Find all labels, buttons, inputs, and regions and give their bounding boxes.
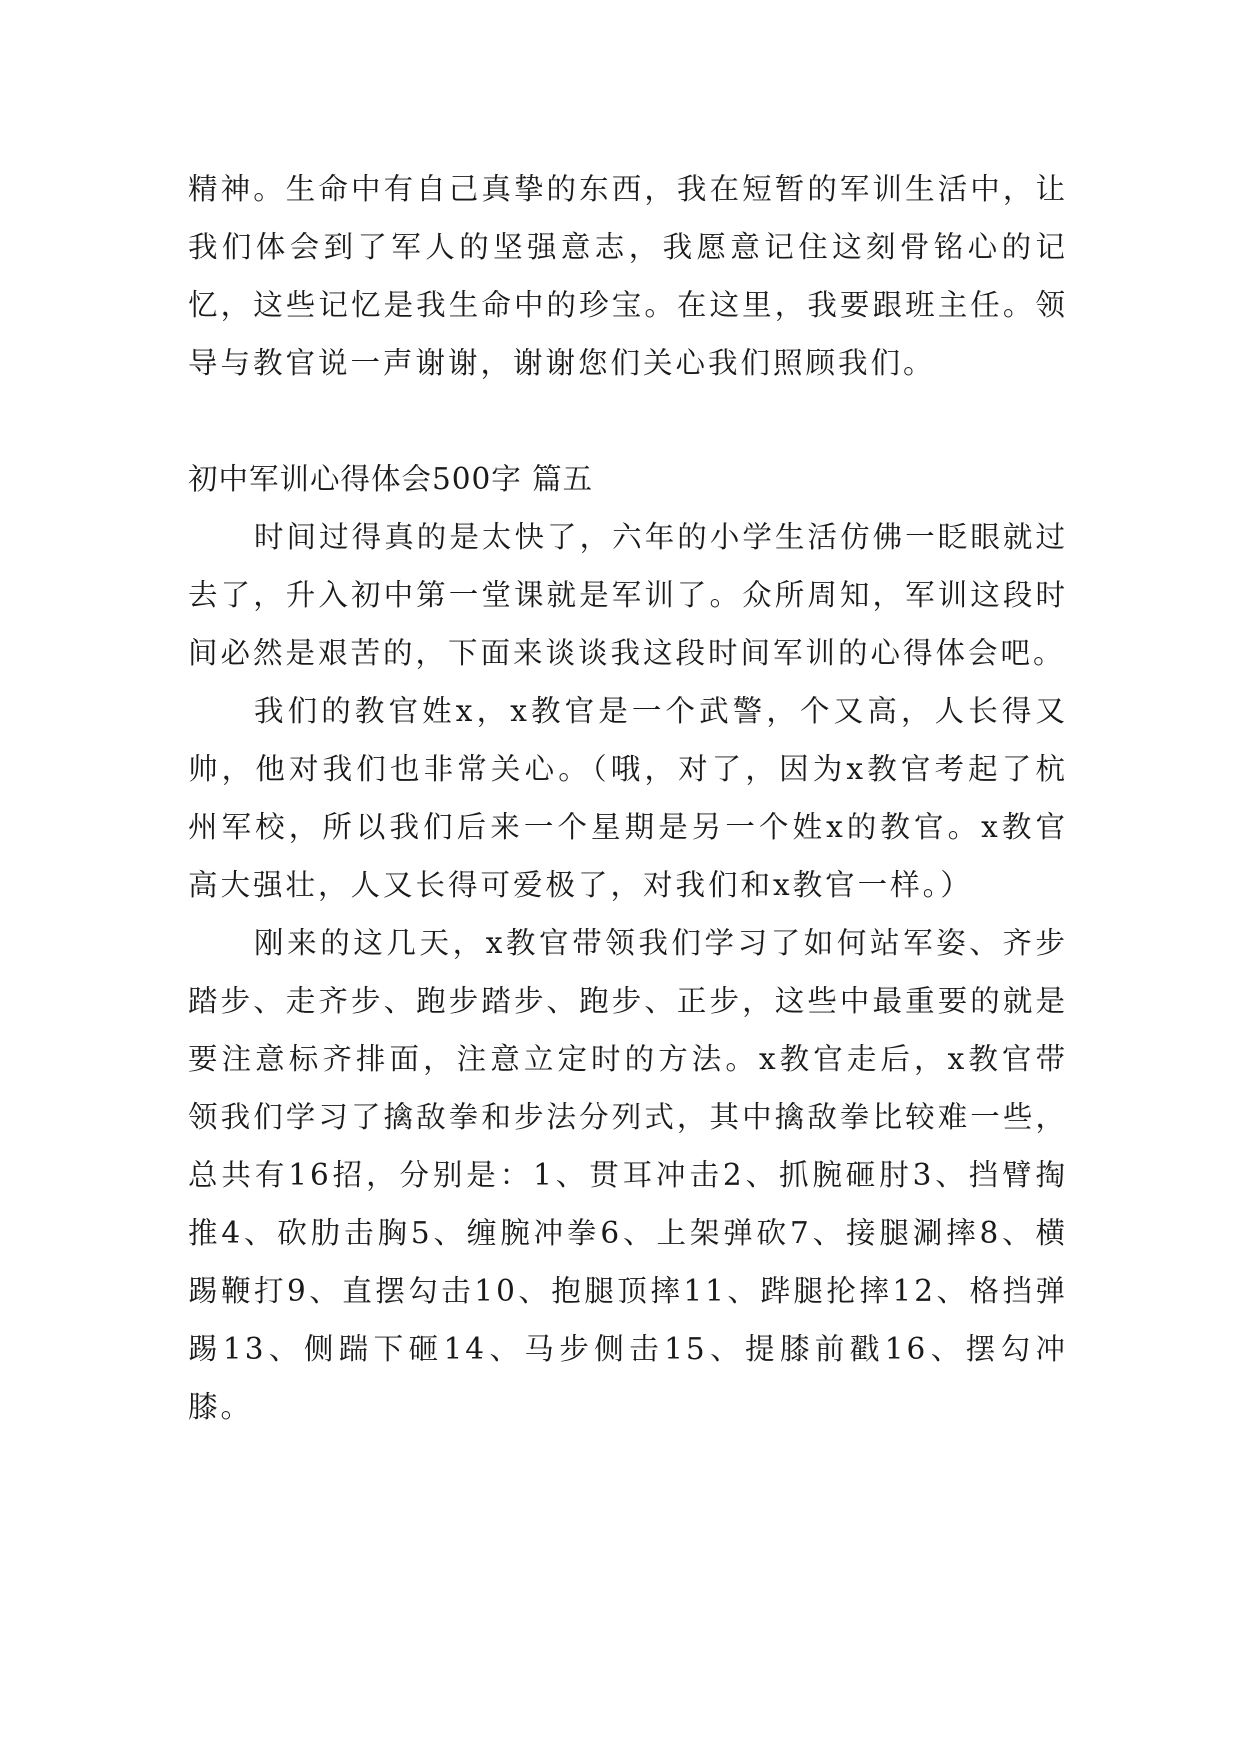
body-paragraph: 时间过得真的是太快了，六年的小学生活仿佛一眨眼就过去了，升入初中第一堂课就是军训了。众所周知，军训这段时间必然是艰苦的，下面来谈谈我这段时间军训的心得体会吧。 <box>188 520 1068 670</box>
body-paragraph: 刚来的这几天，x教官带领我们学习了如何站军姿、齐步踏步、走齐步、跑步踏步、跑步、正步，这些中最重要的就是要注意标齐排面，注意立定时的方法。x教官走后，x教官带领我们学习了擒敌拳和步法分列式，其中擒敌拳比较难一些，总共有16招，分别是：1、贯耳冲击2、抓腕砸肘3、挡臂掏推4、砍肋击胸5、缠腕冲拳6、上架弹砍7、接腿涮摔8、横踢鞭打9、直摆勾击10、抱腿顶摔11、跸腿抡摔12、格挡弹踢13、侧踹下砸14、马步侧击15、提膝前戳16、摆勾冲膝。 <box>188 926 1068 1424</box>
body-paragraph: 我们的教官姓x，x教官是一个武警，个又高，人长得又帅，他对我们也非常关心。（哦，对了，因为x教官考起了杭州军校，所以我们后来一个星期是另一个姓x的教官。x教官高大强壮，人又长得可爱极了，对我们和x教官一样。） <box>188 694 1068 902</box>
section-spacer <box>188 392 1068 450</box>
section-heading: 初中军训心得体会500字 篇五 <box>188 462 594 496</box>
document-body <box>188 160 1068 1436</box>
continuation-paragraph: 精神。生命中有自己真挚的东西，我在短暂的军训生活中，让我们体会到了军人的坚强意志，我愿意记住这刻骨铭心的记忆，这些记忆是我生命中的珍宝。在这里，我要跟班主任。领导与教官说一声谢谢，谢谢您们关心我们照顾我们。 <box>188 172 1068 380</box>
